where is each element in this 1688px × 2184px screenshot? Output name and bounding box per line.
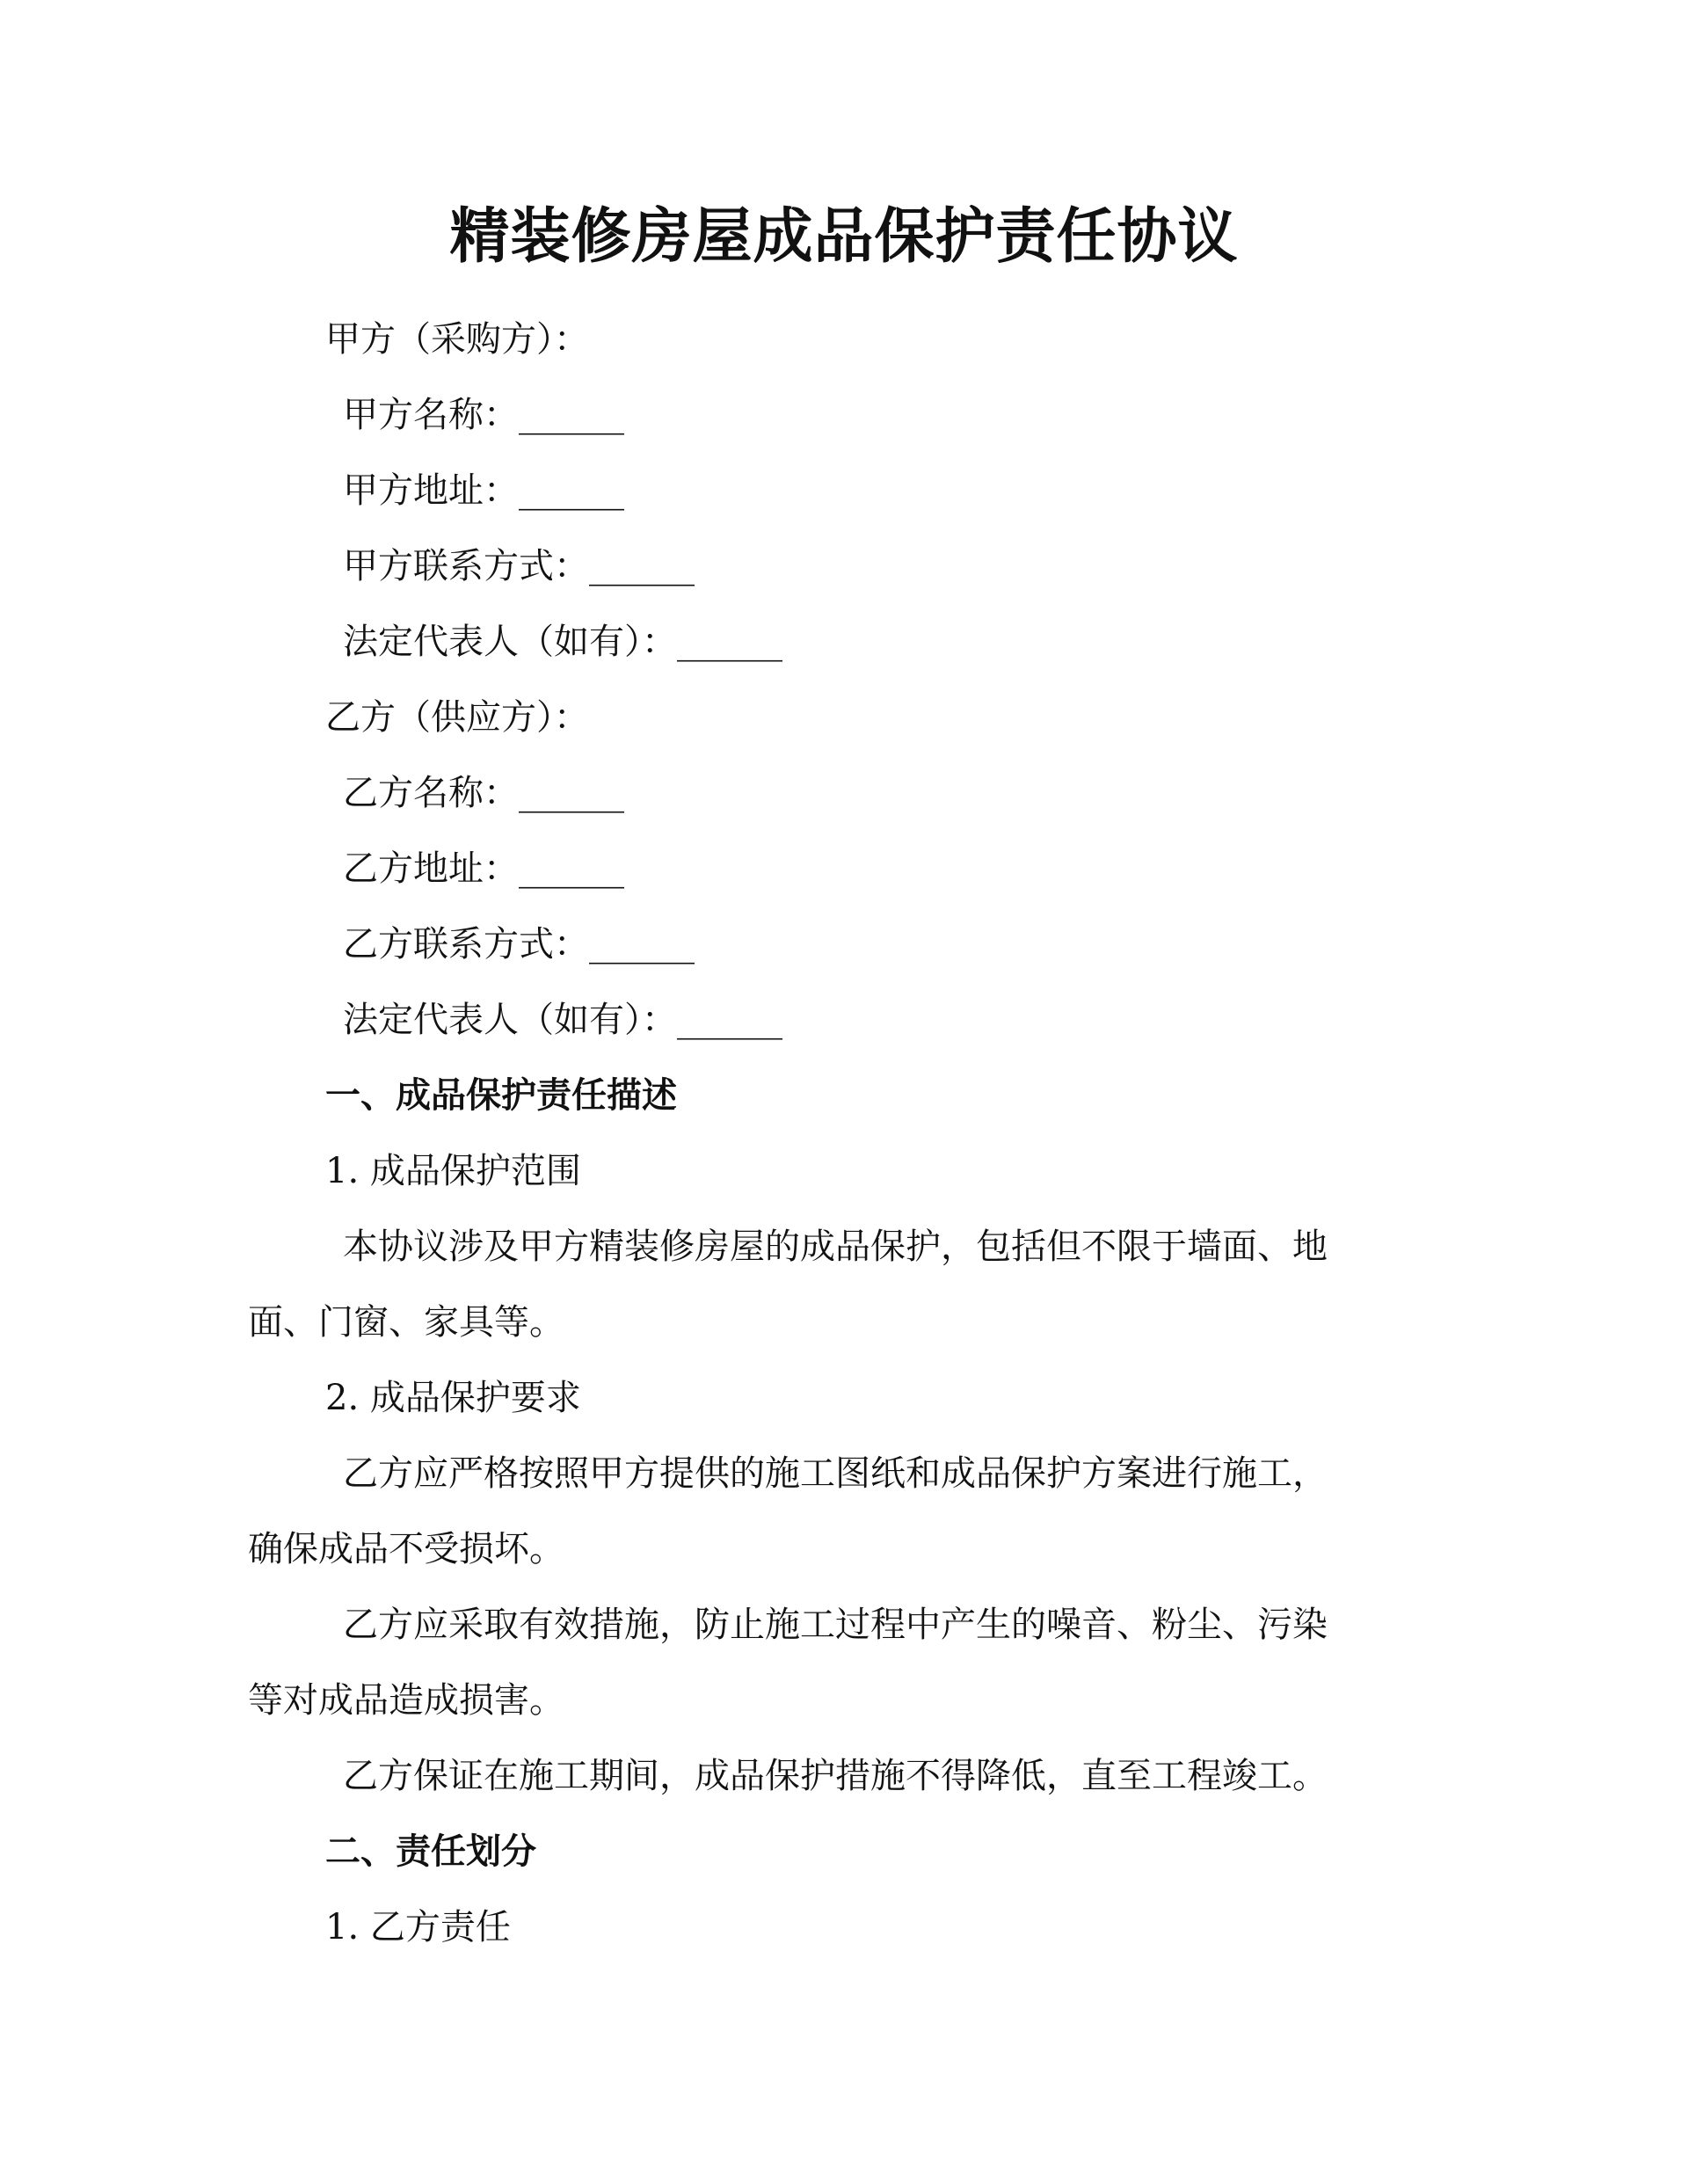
section-1-item-1: 1. 成品保护范围 bbox=[325, 1151, 581, 1191]
section-2-item-1: 1. 乙方责任 bbox=[325, 1907, 511, 1947]
party-b-address-blank: ______ bbox=[519, 848, 624, 889]
document-title: 精装修房屋成品保护责任协议 bbox=[449, 202, 1239, 272]
party-a-rep-blank: ______ bbox=[677, 622, 782, 662]
party-a-name-line bbox=[343, 389, 624, 441]
party-a-address-line bbox=[343, 464, 624, 517]
party-a-contact-blank: ______ bbox=[589, 546, 695, 586]
section-1-item-2-para-1-line-2: 确保成品不受损坏。 bbox=[248, 1529, 564, 1569]
party-b-heading: 乙方（供应方）： bbox=[325, 697, 589, 738]
party-a-address-blank: ______ bbox=[519, 470, 624, 511]
section-1-item-1-text-line-1: 本协议涉及甲方精装修房屋的成品保护，包括但不限于墙面、地 bbox=[343, 1227, 1328, 1267]
party-b-name-line bbox=[343, 767, 624, 819]
party-a-rep-label: 法定代表人（如有）： bbox=[343, 622, 677, 662]
party-b-address-line bbox=[343, 842, 624, 895]
party-b-contact-blank: ______ bbox=[589, 924, 695, 965]
party-a-heading: 甲方（采购方）： bbox=[325, 319, 589, 360]
party-a-name-label: 甲方名称： bbox=[343, 395, 519, 435]
section-1-item-1-text-line-2: 面、门窗、家具等。 bbox=[248, 1302, 564, 1343]
section-1-item-2-para-1-line-1: 乙方应严格按照甲方提供的施工图纸和成品保护方案进行施工， bbox=[343, 1453, 1328, 1494]
party-b-contact-line bbox=[343, 918, 695, 971]
party-b-address-label: 乙方地址： bbox=[343, 848, 519, 889]
section-1-item-2: 2. 成品保护要求 bbox=[325, 1378, 581, 1418]
party-a-contact-label: 甲方联系方式： bbox=[343, 546, 589, 586]
section-1-item-2-para-2-line-2: 等对成品造成损害。 bbox=[248, 1680, 564, 1721]
party-b-rep-line bbox=[343, 994, 782, 1046]
party-a-rep-line bbox=[343, 615, 782, 668]
section-2-heading: 二、责任划分 bbox=[325, 1831, 536, 1872]
party-a-contact-line bbox=[343, 540, 695, 593]
section-1-heading: 一、成品保护责任描述 bbox=[325, 1075, 677, 1116]
section-1-item-2-para-3: 乙方保证在施工期间，成品保护措施不得降低，直至工程竣工。 bbox=[343, 1756, 1328, 1796]
party-b-rep-blank: ______ bbox=[677, 1000, 782, 1040]
party-a-address-label: 甲方地址： bbox=[343, 470, 519, 511]
party-b-rep-label: 法定代表人（如有）： bbox=[343, 1000, 677, 1040]
party-b-name-blank: ______ bbox=[519, 773, 624, 813]
section-1-item-2-para-2-line-1: 乙方应采取有效措施，防止施工过程中产生的噪音、粉尘、污染 bbox=[343, 1605, 1328, 1645]
party-b-name-label: 乙方名称： bbox=[343, 773, 519, 813]
party-b-contact-label: 乙方联系方式： bbox=[343, 924, 589, 965]
party-a-name-blank: ______ bbox=[519, 395, 624, 435]
